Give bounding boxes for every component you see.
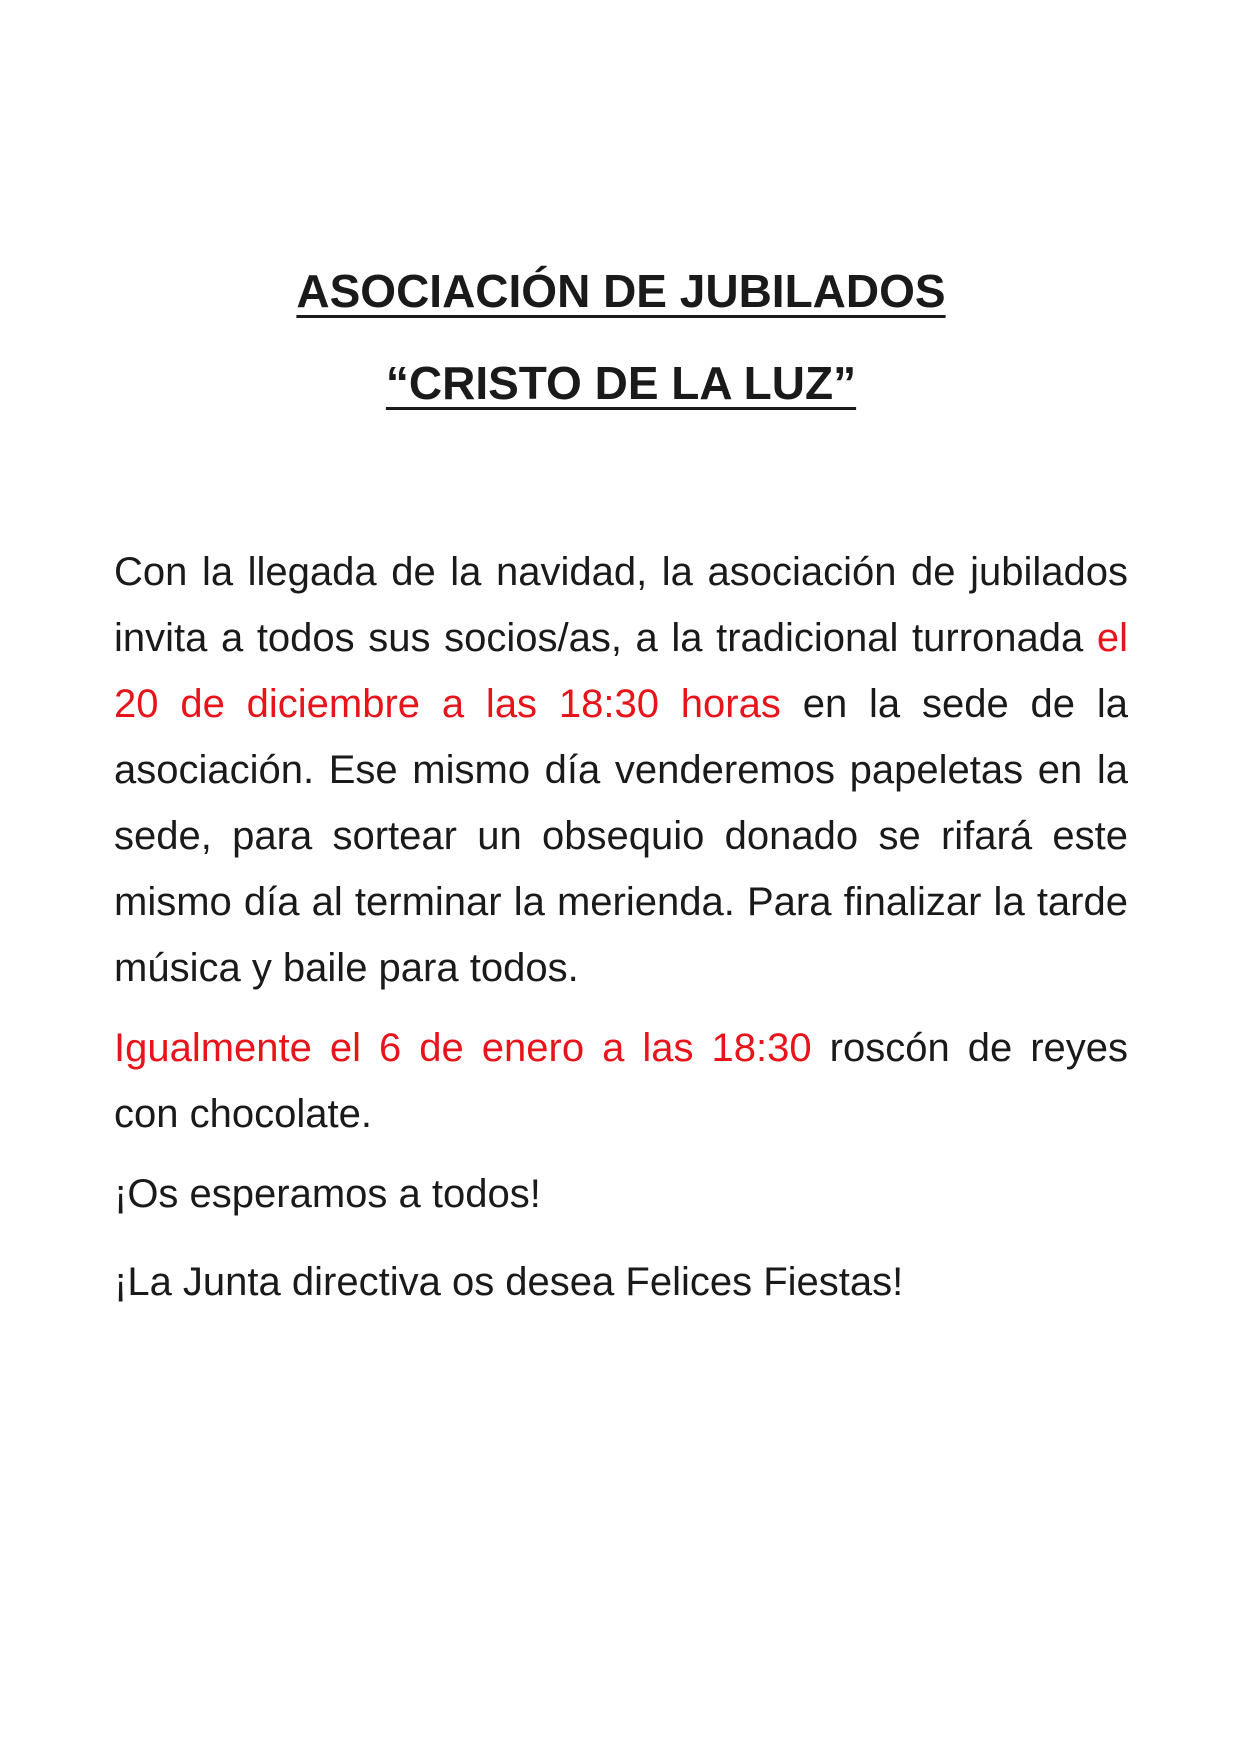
page-title <box>114 245 1128 337</box>
enero-date-highlight: Igualmente el 6 de enero a las 18:30 <box>114 1026 812 1070</box>
enero-paragraph <box>114 1015 1128 1147</box>
page-subtitle <box>114 337 1128 429</box>
wait-line: ¡Os esperamos a todos! <box>114 1172 541 1216</box>
wishes-line: ¡La Junta directiva os desea Felices Fiestas! <box>114 1260 904 1304</box>
intro-text-before: Con la llegada de la navidad, la asociación de jubilados invita a todos sus socios/as, a la tradicional turronada <box>114 550 1128 660</box>
title-line-2: “CRISTO DE LA LUZ” <box>385 357 857 409</box>
enero-text-after: roscón de reyes con chocolate. <box>114 1026 1129 1136</box>
intro-text-after: en la sede de la asociación. Ese mismo día venderemos papeletas en la sede, para sortear un obsequio donado se rifará este mismo día al terminar la merienda. Para finalizar la tarde música y baile para todos. <box>114 682 1128 990</box>
turronada-date-highlight: el 20 de diciembre a las 18:30 horas <box>114 616 1128 726</box>
title-line-1: ASOCIACIÓN DE JUBILADOS <box>296 265 946 317</box>
intro-paragraph <box>114 539 1128 1001</box>
